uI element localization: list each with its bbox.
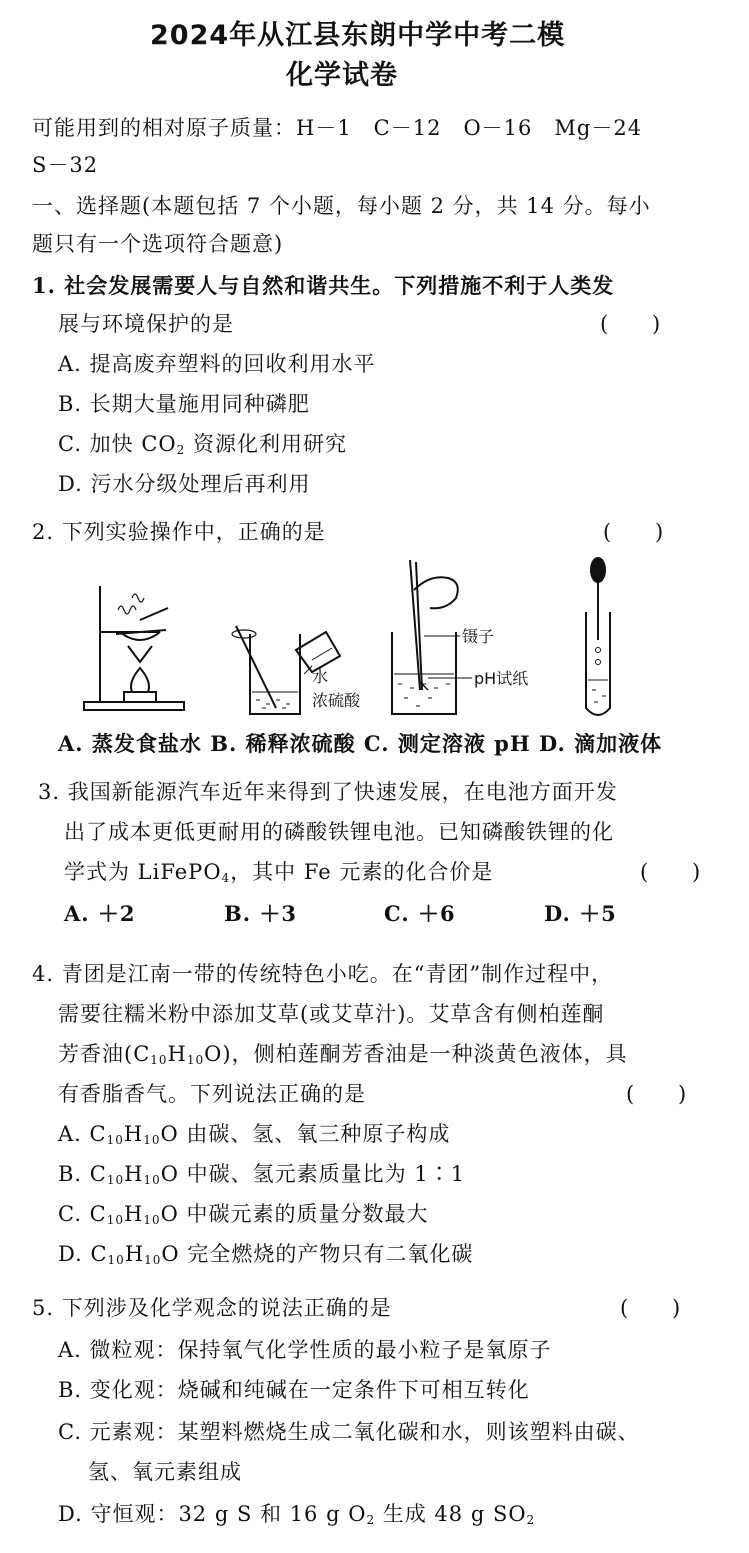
- q2-label-acid: 浓硫酸: [312, 691, 361, 710]
- q3-option-b: B. ＋3: [224, 901, 297, 926]
- q3-option-a: A. ＋2: [64, 901, 136, 926]
- q1-answer-bracket[interactable]: ( ): [600, 312, 661, 336]
- q3-option-c: C. ＋6: [384, 901, 456, 926]
- q5-option-b: B. 变化观：烧碱和纯碱在一定条件下可相互转化: [58, 1378, 530, 1402]
- q2-label-water: 水: [312, 667, 329, 686]
- atomic-mass-label: 可能用到的相对原子质量：: [32, 116, 296, 140]
- evaporation-apparatus: [84, 586, 184, 710]
- q2-options: A. 蒸发食盐水 B. 稀释浓硫酸 C. 测定溶液 pH D. 滴加液体: [58, 731, 663, 756]
- page-subtitle: 化学试卷: [286, 60, 398, 91]
- q1-option-d: D. 污水分级处理后再利用: [58, 472, 311, 496]
- q4-stem-4: 有香脂香气。下列说法正确的是: [58, 1082, 366, 1106]
- q4-answer-bracket[interactable]: ( ): [626, 1082, 687, 1106]
- q3-option-d: D. ＋5: [544, 901, 617, 926]
- q4-stem: 4. 青团是江南一带的传统特色小吃。在“青团”制作过程中，: [32, 962, 614, 986]
- q5-stem: 5. 下列涉及化学观念的说法正确的是: [32, 1296, 392, 1320]
- q2-answer-bracket[interactable]: ( ): [603, 520, 664, 544]
- q1-option-b: B. 长期大量施用同种磷肥: [58, 392, 310, 416]
- q4-option-d: D. $C_{10}H_{10}O$ 完全燃烧的产物只有二氧化碳: [58, 1242, 474, 1267]
- q1-option-a: A. 提高废弃塑料的回收利用水平: [58, 352, 376, 376]
- atomic-mass-line-2: S－32: [32, 153, 99, 177]
- q5-answer-bracket[interactable]: ( ): [620, 1296, 681, 1320]
- q2-apparatus-figure: [0, 550, 749, 720]
- q3-stem-2: 出了成本更低更耐用的磷酸铁锂电池。已知磷酸铁锂的化: [64, 820, 614, 844]
- q1-option-c: C. 加快 $CO_2$ 资源化利用研究: [58, 432, 347, 457]
- q5-option-c: C. 元素观：某塑料燃烧生成二氧化碳和水，则该塑料由碳、: [58, 1420, 640, 1444]
- page-title: 2024年从江县东朗中学中考二模: [150, 20, 566, 51]
- q5-option-d: D. 守恒观：32 g S 和 16 g $O_2$ 生成 48 g $SO_2$: [58, 1502, 536, 1527]
- q4-option-b: B. $C_{10}H_{10}O$ 中碳、氢元素质量比为 1∶1: [58, 1162, 466, 1187]
- q3-stem: 3. 我国新能源汽车近年来得到了快速发展，在电池方面开发: [38, 780, 618, 804]
- q4-stem-3: 芳香油$(C_{10}H_{10}O)$，侧柏莲酮芳香油是一种淡黄色液体，具: [58, 1042, 628, 1067]
- q5-option-c-2: 氢、氧元素组成: [88, 1460, 242, 1484]
- section-heading-2: 题只有一个选项符合题意): [32, 232, 284, 256]
- q4-option-a: A. $C_{10}H_{10}O$ 由碳、氢、氧三种原子构成: [58, 1122, 451, 1147]
- q1-stem-2: 展与环境保护的是: [58, 312, 234, 336]
- q4-stem-2: 需要往糯米粉中添加艾草(或艾草汁)。艾草含有侧柏莲酮: [58, 1002, 605, 1026]
- q2-label-ph-paper: pH试纸: [474, 669, 529, 688]
- dropper-apparatus: [586, 558, 610, 715]
- atomic-mass-line: [32, 114, 642, 142]
- section-heading: 一、选择题(本题包括 7 个小题，每小题 2 分，共 14 分。每小: [32, 194, 651, 218]
- q1-stem: 1. 社会发展需要人与自然和谐共生。下列措施不利于人类发: [32, 273, 615, 298]
- q2-stem: 2. 下列实验操作中，正确的是: [32, 520, 326, 544]
- q2-label-tweezers: 镊子: [462, 627, 495, 646]
- q5-option-a: A. 微粒观：保持氧气化学性质的最小粒子是氧原子: [58, 1338, 552, 1362]
- q3-answer-bracket[interactable]: ( ): [640, 860, 701, 884]
- atomic-mass-values: H－1 C－12 O－16 Mg－24: [296, 116, 643, 140]
- q4-option-c: C. $C_{10}H_{10}O$ 中碳元素的质量分数最大: [58, 1202, 429, 1227]
- ph-test-apparatus: [392, 560, 472, 714]
- q3-stem-3: 学式为 LiFePO$_4$，其中 Fe 元素的化合价是: [64, 860, 494, 885]
